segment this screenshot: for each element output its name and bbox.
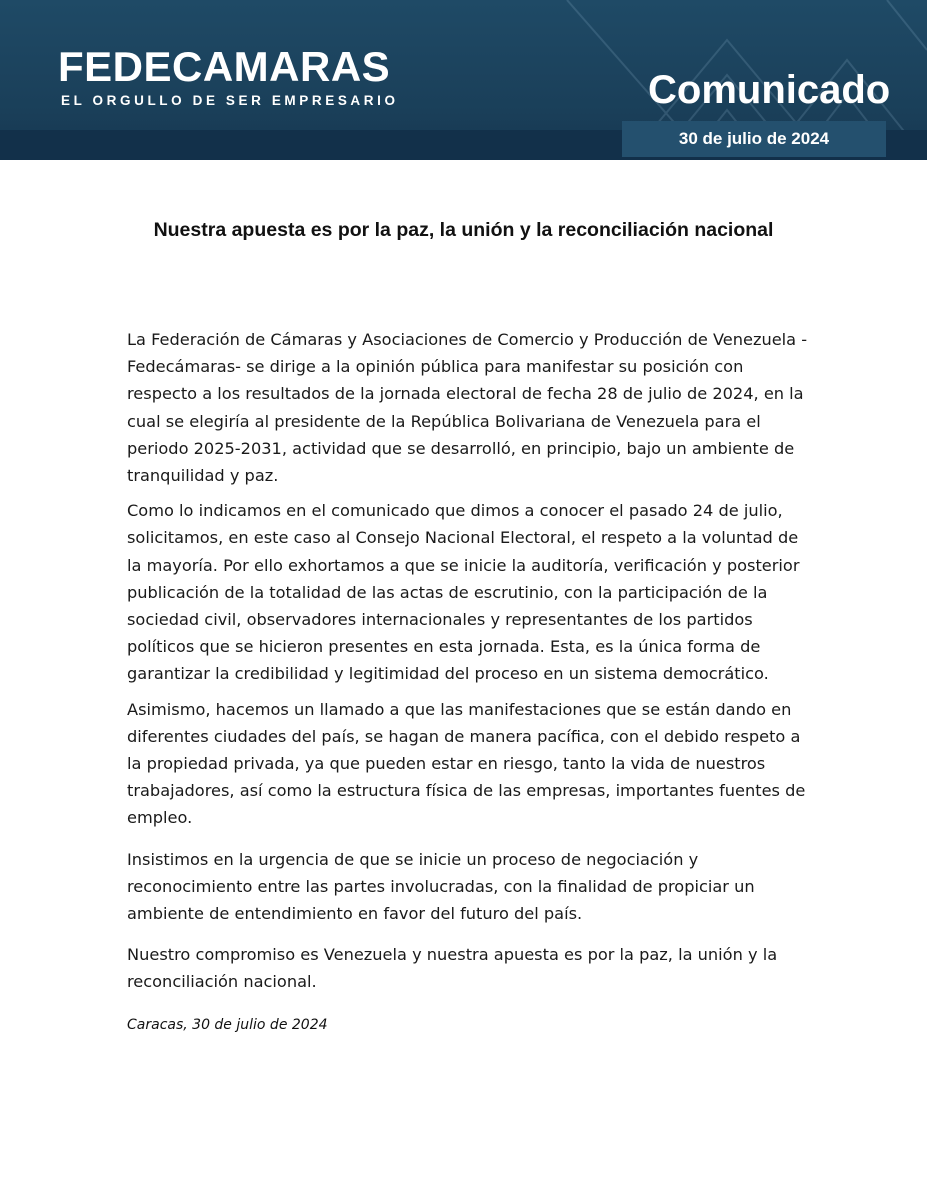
document-body	[127, 326, 817, 1004]
paragraph-3: Asimismo, hacemos un llamado a que las manifestaciones que se están dando en diferentes ciudades del país, se hagan de manera pacífica, con el debido respeto a la propiedad privada, ya que pueden estar en riesgo, tanto la vida de nuestros trabajadores, así como la estructura física de las empresas, importantes fuentes de empleo.	[127, 699, 806, 828]
signoff-place-date: Caracas, 30 de julio de 2024	[127, 1017, 328, 1033]
org-logo-title: FEDECAMARAS	[58, 43, 391, 90]
page-title: Nuestra apuesta es por la paz, la unión y la reconciliación nacional	[153, 219, 774, 241]
paragraph-5: Nuestro compromiso es Venezuela y nuestra apuesta es por la paz, la unión y la reconciliación nacional.	[127, 945, 778, 992]
org-tagline: EL ORGULLO DE SER EMPRESARIO	[61, 93, 399, 108]
date-badge	[622, 121, 886, 157]
header-banner	[0, 0, 927, 160]
doc-type-title: Comunicado	[648, 68, 891, 112]
paragraph-4: Insistimos en la urgencia de que se inicie un proceso de negociación y reconocimiento entre las partes involucradas, con la finalidad de propiciar un ambiente de entendimiento en favor del futuro del país.	[127, 849, 755, 924]
paragraph-1: La Federación de Cámaras y Asociaciones de Comercio y Producción de Venezuela -Fedecámaras- se dirige a la opinión pública para manifestar su posición con respecto a los resultados de la jornada electoral de fecha 28 de julio de 2024, en la cual se elegiría al presidente de la República Bolivariana de Venezuela para el periodo 2025-2031, actividad que se desarrolló, en principio, bajo un ambiente de tranquilidad y paz.	[127, 330, 808, 486]
date-badge-text: 30 de julio de 2024	[678, 129, 830, 148]
paragraph-2: Como lo indicamos en el comunicado que dimos a conocer el pasado 24 de julio, solicitamos, en este caso al Consejo Nacional Electoral, el respeto a la voluntad de la mayoría. Por ello exhortamos a que se inicie la auditoría, verificación y posterior publicación de la totalidad de las actas de escrutinio, con la participación de la sociedad civil, observadores internacionales y representantes de los partidos políticos que se hicieron presentes en esta jornada. Esta, es la única forma de garantizar la credibilidad y legitimidad del proceso en un sistema democrático.	[127, 501, 800, 684]
